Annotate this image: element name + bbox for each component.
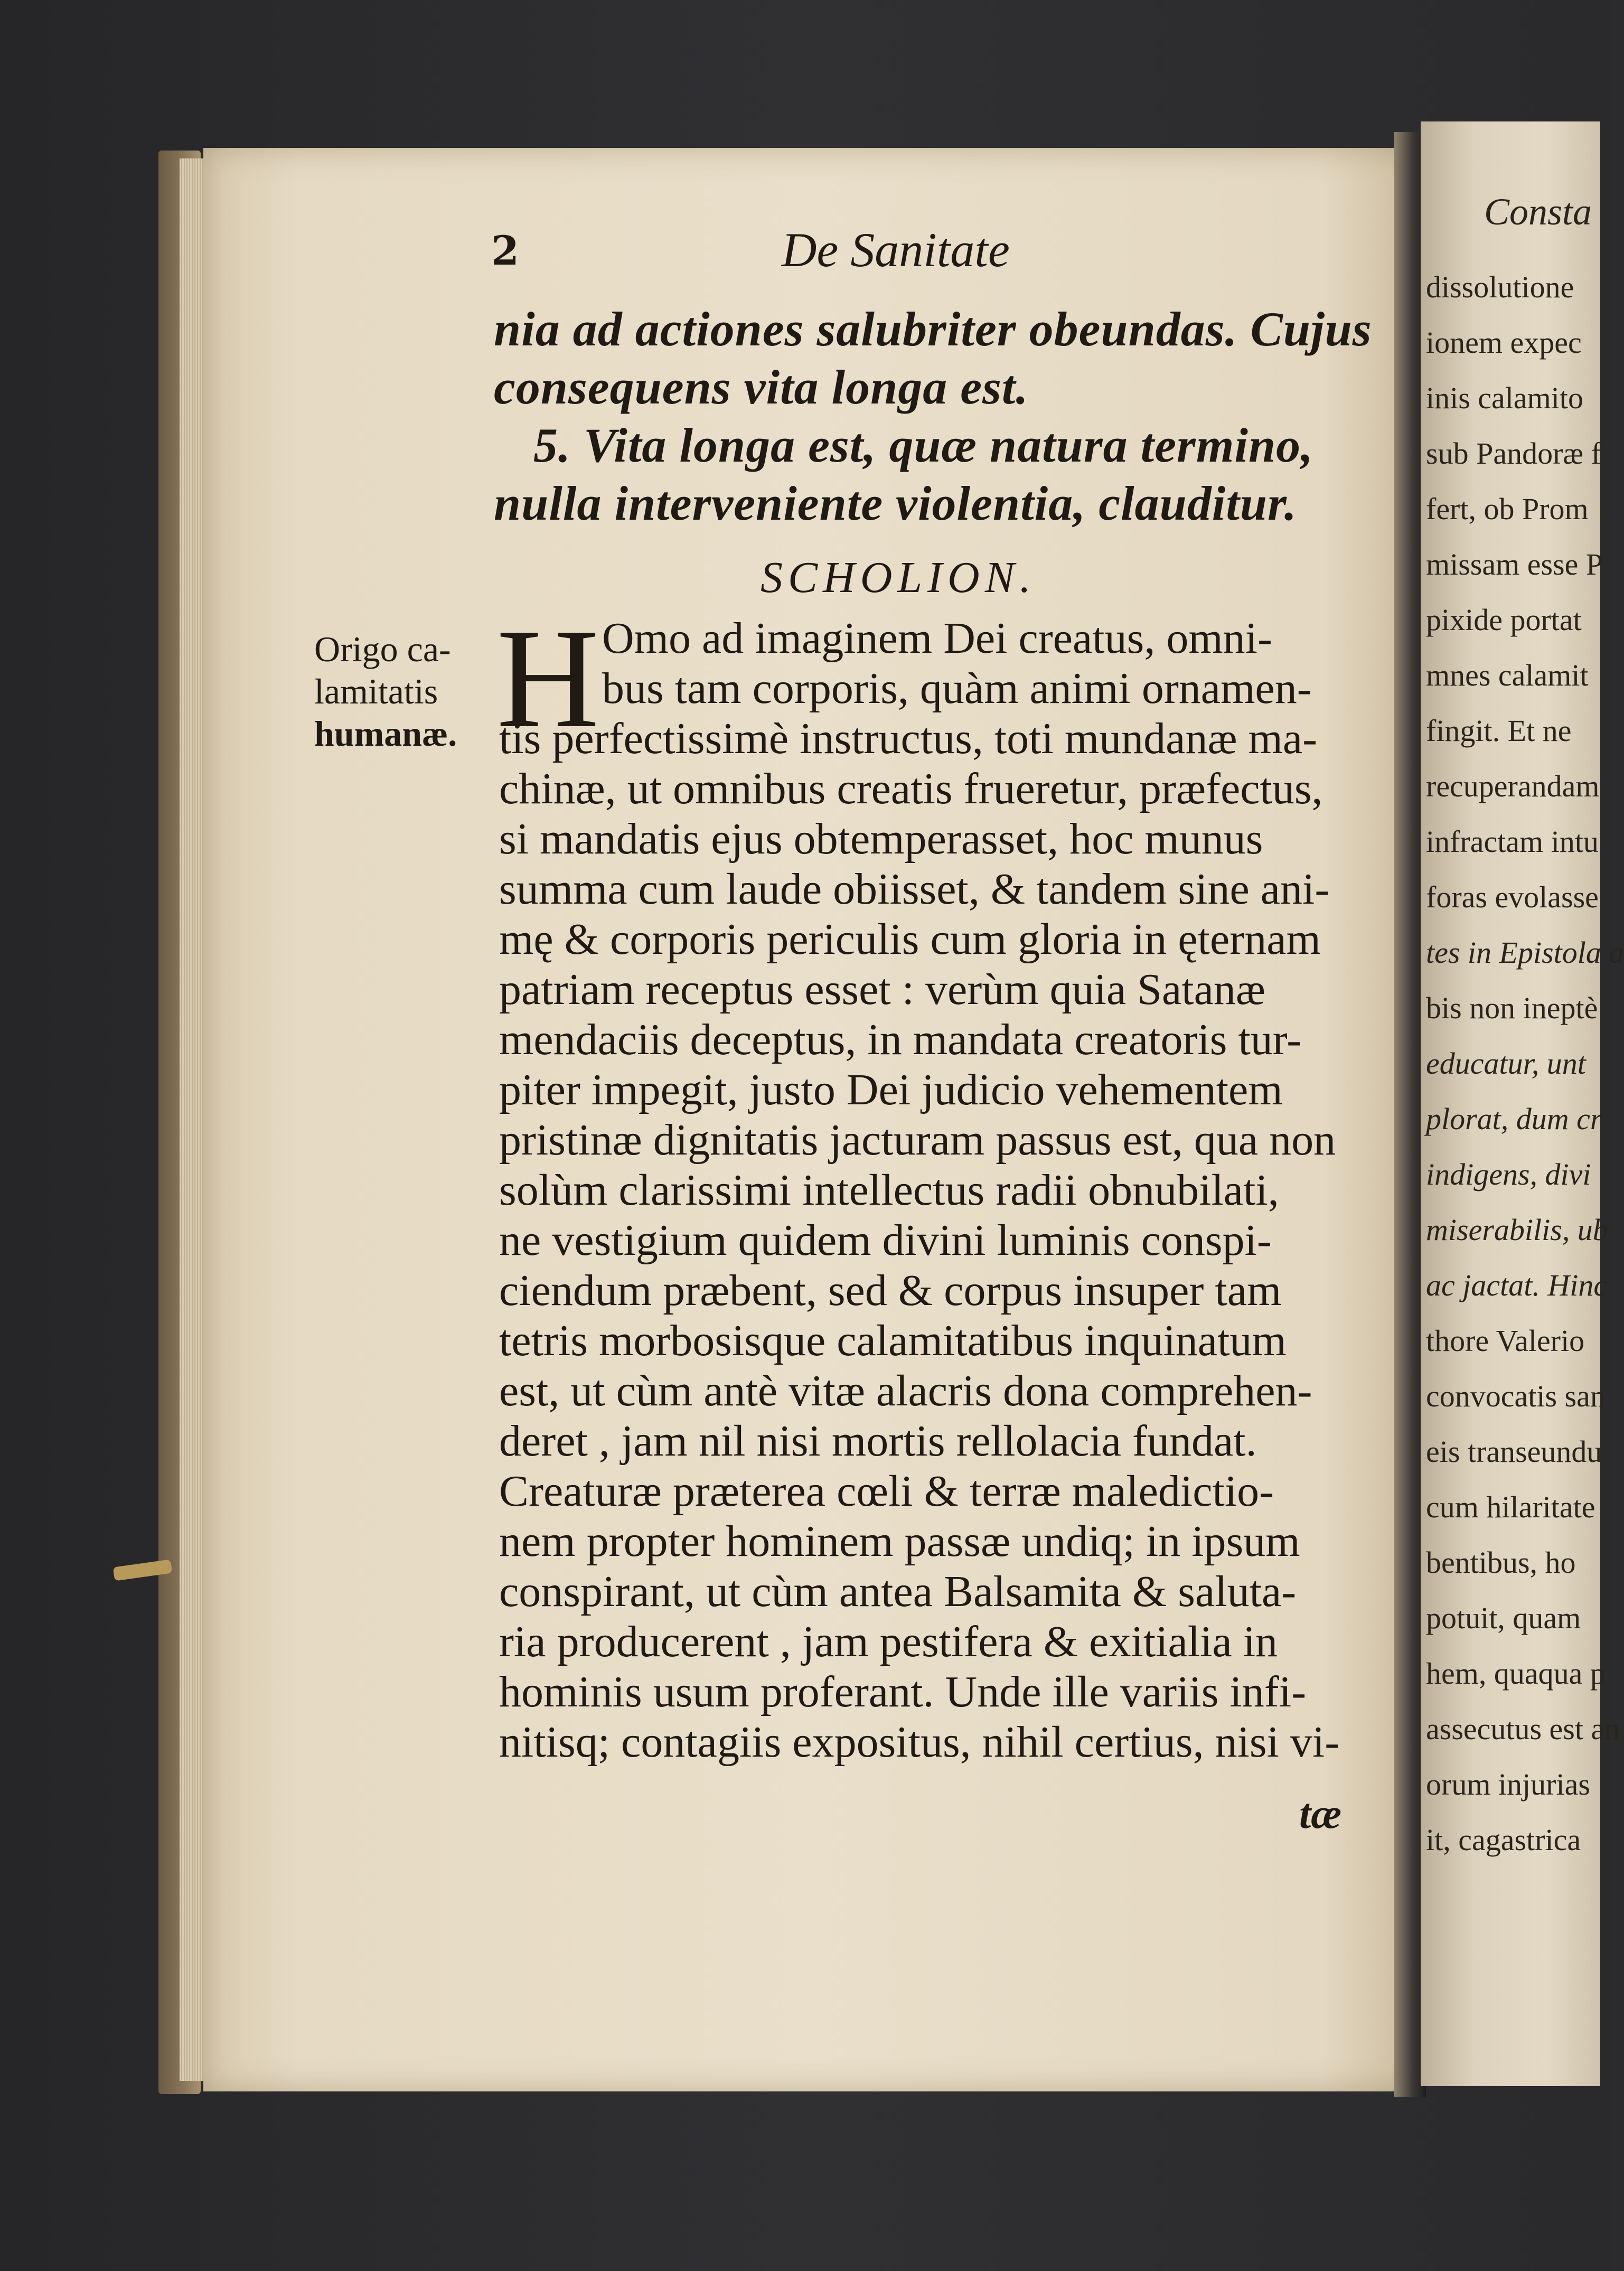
facing-fragment: bentibus, ho (1426, 1545, 1576, 1580)
facing-fragment: fingit. Et ne (1426, 714, 1572, 748)
margin-note-line: humanæ. (314, 714, 457, 754)
facing-fragment: infractam intu (1426, 824, 1599, 859)
body-text-line: nem propter hominem passæ undiq; in ipsum (499, 1517, 1300, 1566)
facing-fragment: Consta (1484, 191, 1592, 233)
facing-fragment: miserabilis, ub (1426, 1213, 1608, 1247)
body-text-line: Omo ad imaginem Dei creatus, omni- (602, 614, 1272, 663)
facing-fragment: indigens, divi (1426, 1157, 1591, 1191)
body-text-line: patriam receptus esset : verùm quia Satanæ (499, 965, 1265, 1014)
body-text-line: tetris morbosisque calamitatibus inquinatum (499, 1316, 1287, 1365)
facing-fragment: pixide portat (1426, 603, 1582, 637)
facing-fragment: thore Valerio (1426, 1324, 1585, 1358)
facing-fragment: plorat, dum cr (1426, 1102, 1602, 1136)
running-head: De Sanitate (782, 223, 1010, 277)
body-text-line: hominis usum proferant. Unde ille variis infi- (499, 1667, 1307, 1716)
body-text-line: est, ut cùm antè vitæ alacris dona comprehen- (499, 1366, 1312, 1415)
facing-fragment: convocatis san (1426, 1379, 1606, 1413)
page-number: 2 (491, 227, 519, 274)
facing-fragment: potuit, quam (1426, 1601, 1581, 1635)
italic-text-line: consequens vita longa est. (494, 360, 1029, 414)
body-text-line: mę & corporis periculis cum gloria in ęternam (499, 915, 1321, 964)
body-text-line: solùm clarissimi intellectus radii obnubilati, (499, 1166, 1279, 1215)
facing-fragment: cum hilaritate (1426, 1490, 1595, 1524)
facing-fragment: mnes calamit (1426, 658, 1589, 692)
italic-text-line: nia ad actiones salubriter obeundas. Cujus (494, 302, 1372, 356)
body-text-line: bus tam corporis, quàm animi ornamen- (602, 664, 1312, 713)
facing-fragment: orum injurias (1426, 1767, 1590, 1801)
drop-cap: H (496, 599, 599, 757)
body-text-line: mendaciis deceptus, in mandata creatoris tur- (499, 1015, 1302, 1064)
body-text-line: ciendum præbent, sed & corpus insuper tam (499, 1266, 1282, 1315)
section-heading: SCHOLION. (761, 553, 1036, 602)
body-text-line: nitisq; contagiis expositus, nihil certius, nisi vi- (499, 1718, 1340, 1767)
facing-fragment: ionem expec (1426, 325, 1582, 360)
facing-fragment: it, cagastrica (1426, 1823, 1581, 1857)
facing-fragment: recuperandam (1426, 769, 1600, 803)
body-text-line: tis perfectissimè instructus, toti mundanæ ma- (499, 714, 1318, 763)
facing-fragment: eis transeundu (1426, 1434, 1602, 1469)
body-text-line: piter impegit, justo Dei judicio vehementem (499, 1065, 1283, 1114)
facing-fragment: dissolutione (1426, 270, 1574, 304)
body-text-line: deret , jam nil nisi mortis rellolacia fundat. (499, 1416, 1257, 1466)
facing-fragment: educatur, unt (1426, 1046, 1586, 1081)
body-text-line: summa cum laude obiisset, & tandem sine ani- (499, 865, 1330, 914)
italic-text-line: nulla interveniente violentia, clauditur. (494, 476, 1297, 530)
body-text-line: chinæ, ut omnibus creatis frueretur, præfectus, (499, 764, 1323, 813)
body-text-line: ne vestigium quidem divini luminis conspi- (499, 1216, 1272, 1265)
facing-fragment: ac jactat. Hinc (1426, 1268, 1608, 1302)
facing-fragment: hem, quaqua p (1426, 1656, 1606, 1691)
facing-fragment: inis calamito (1426, 381, 1583, 415)
margin-note-line: Origo ca- (314, 629, 451, 669)
body-text-line: pristinæ dignitatis jacturam passus est, qua non (499, 1115, 1336, 1165)
facing-fragment: tes in Epistola a (1426, 935, 1624, 970)
facing-fragment: bis non ineptè (1426, 991, 1598, 1025)
body-text-line: si mandatis ejus obtemperasset, hoc munus (499, 814, 1263, 864)
facing-fragment: missam esse P (1426, 547, 1603, 581)
facing-fragment: sub Pandoræ f (1426, 436, 1601, 471)
facing-fragment: assecutus est an (1426, 1712, 1620, 1746)
facing-fragment: foras evolasse (1426, 880, 1599, 914)
body-text-line: Creaturæ præterea cœli & terræ maledictio- (499, 1467, 1274, 1516)
italic-text-line: 5. Vita longa est, quæ natura termino, (533, 418, 1314, 472)
body-text-line: ria producerent , jam pestifera & exitialia in (499, 1617, 1278, 1666)
catchword: tæ (1299, 1791, 1341, 1837)
facing-fragment: fert, ob Prom (1426, 492, 1589, 526)
body-text-line: conspirant, ut cùm antea Balsamita & saluta- (499, 1567, 1297, 1616)
margin-note-line: lamitatis (314, 671, 438, 711)
